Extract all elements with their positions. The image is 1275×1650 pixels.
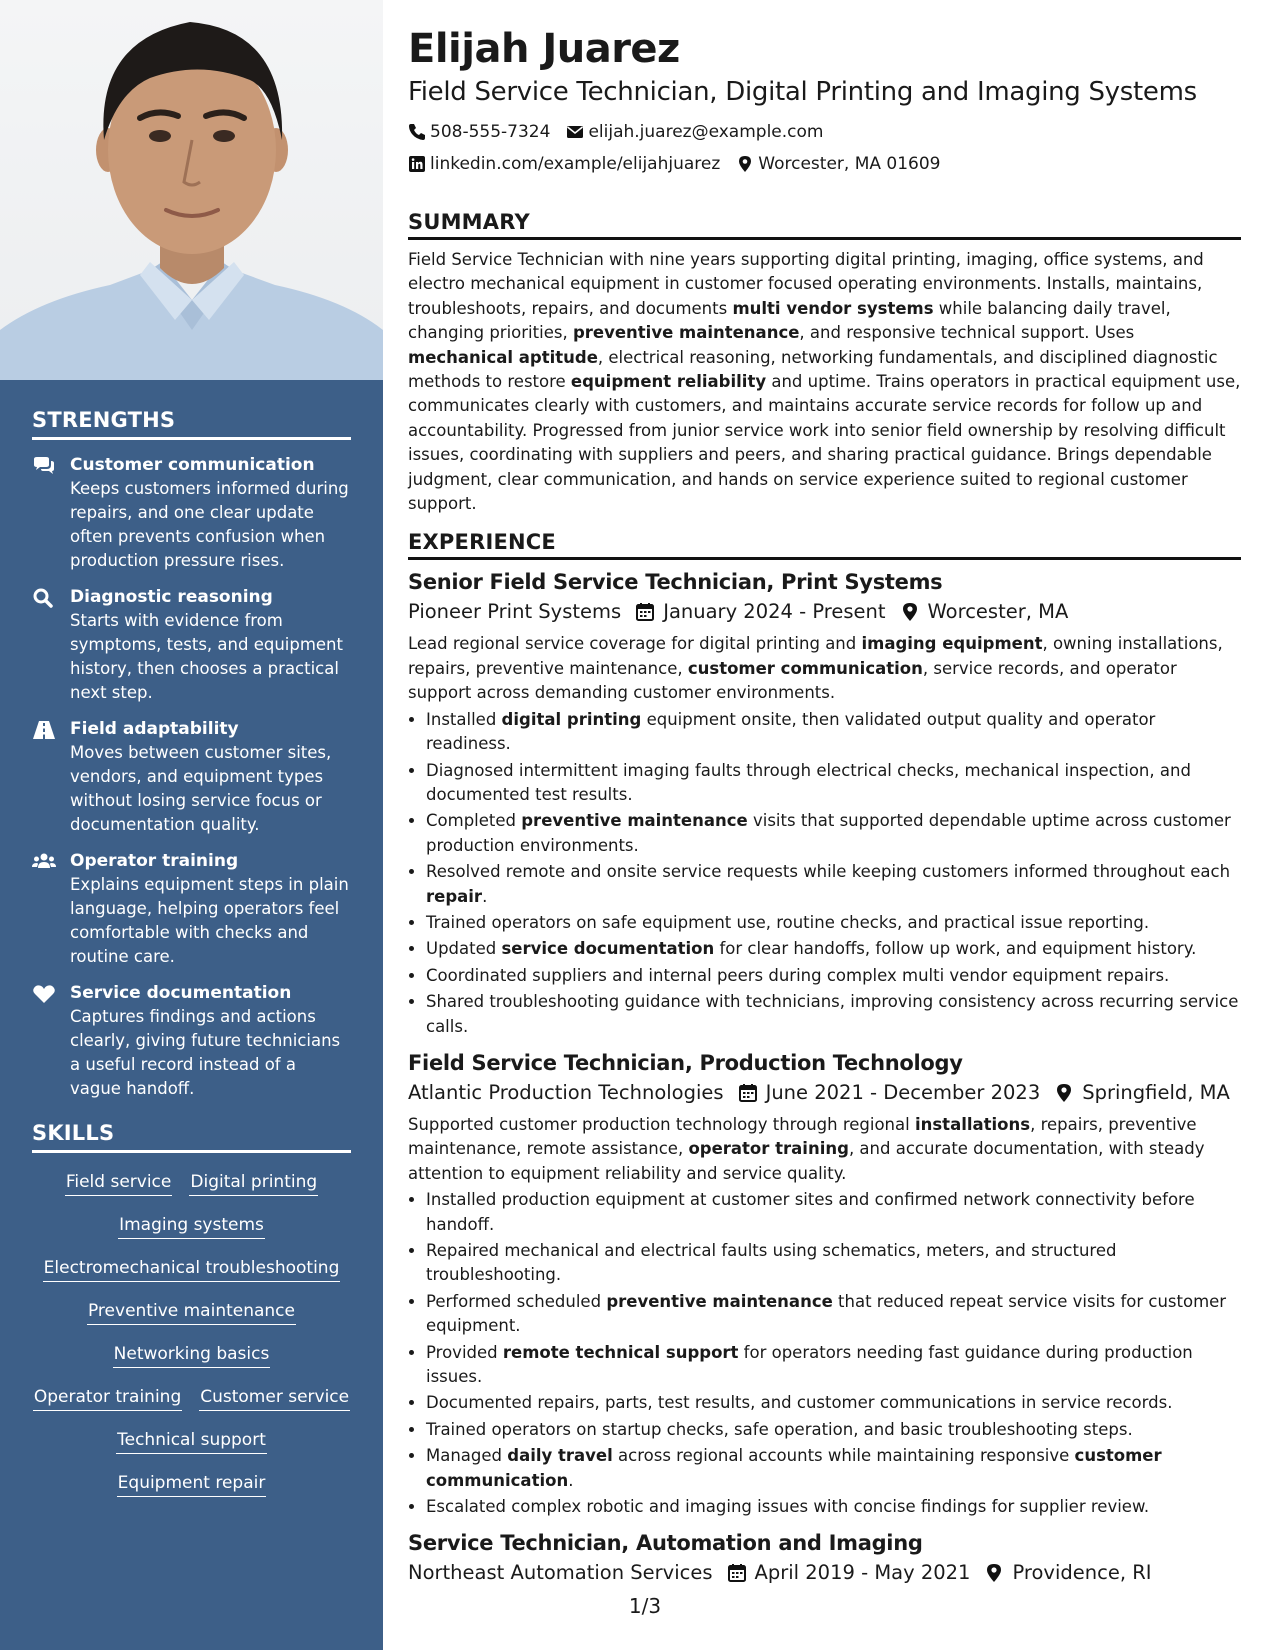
job-meta: [408, 1077, 1241, 1109]
strength-desc: Keeps customers informed during repairs, and one clear update often prevents confusion when production pressure rises.: [70, 479, 349, 570]
list-item: • Documented repairs, parts, test results, and customer communications in service records.: [426, 1391, 1241, 1415]
location-contact: [736, 148, 940, 180]
strength-title: Customer communication: [70, 455, 315, 475]
job-bullets: [408, 708, 1241, 1039]
job-title: Senior Field Service Technician, Print Systems: [408, 570, 943, 595]
strength-desc: Moves between customer sites, vendors, and equipment types without losing service focus or documentation quality.: [70, 743, 332, 834]
users-icon: [32, 852, 56, 872]
strength-item: [32, 454, 351, 573]
skill-tag: Technical support: [116, 1429, 267, 1454]
strength-title: Operator training: [70, 851, 239, 871]
summary-heading: SUMMARY: [408, 210, 1241, 240]
linkedin-icon: [408, 155, 426, 173]
calendar-icon: [727, 1563, 747, 1583]
map-pin-icon: [736, 155, 754, 173]
contact-info: [408, 116, 1241, 180]
strength-title: Service documentation: [70, 983, 292, 1003]
comments-icon: [32, 456, 56, 476]
skill-tag: Operator training: [33, 1386, 182, 1411]
strength-desc: Captures findings and actions clearly, giving future technicians a useful record instead of a vague handoff.: [70, 1007, 341, 1098]
list-item: • Installed digital printing equipment onsite, then validated output quality and operator readiness.: [426, 708, 1241, 757]
list-item: • Performed scheduled preventive maintenance that reduced repeat service visits for customer equipment.: [426, 1290, 1241, 1339]
summary-text: Field Service Technician with nine years supporting digital printing, imaging, office systems, and electro mechanical equipment in customer focused operating environments. Installs, maintains, troubleshoots, repairs, and documents multi vendor systems while balancing daily travel, changing priorities, preventive maintenance, and responsive technical support. Uses mechanical aptitude, electrical reasoning, networking fundamentals, and disciplined diagnostic methods to restore equipment reliability and uptime. Trains operators in practical equipment use, communicates clearly with customers, and maintains accurate service records for follow up and accountability. Progressed from junior service work into senior field ownership by resolving difficult issues, coordinating with suppliers and peers, and sharing practical guidance. Brings dependable judgment, clear communication, and hands on service experience suited to regional customer support.: [408, 250, 1241, 514]
candidate-headline: Field Service Technician, Digital Printing and Imaging Systems: [408, 77, 1197, 107]
job-description: Lead regional service coverage for digital printing and imaging equipment, owning installations, repairs, preventive maintenance, customer communication, service records, and operator support across demanding customer environments.: [408, 634, 1223, 703]
skill-tag: Imaging systems: [118, 1214, 265, 1239]
skill-tag: Customer service: [199, 1386, 350, 1411]
job-title: Service Technician, Automation and Imaging: [408, 1531, 923, 1556]
skill-tag: Networking basics: [113, 1343, 271, 1368]
list-item: • Repaired mechanical and electrical faults using schematics, meters, and structured troubleshooting.: [426, 1239, 1241, 1288]
strength-item: [32, 850, 351, 969]
list-item: • Provided remote technical support for operators needing fast guidance during production issues.: [426, 1341, 1241, 1390]
strengths-heading: STRENGTHS: [32, 408, 351, 440]
list-item: • Coordinated suppliers and internal peers during complex multi vendor equipment repairs.: [426, 964, 1241, 988]
phone-contact[interactable]: [408, 116, 550, 148]
road-icon: [32, 720, 56, 740]
skills-heading: SKILLS: [32, 1121, 351, 1153]
job-entry: [408, 1049, 1241, 1520]
job-company: Atlantic Production Technologies: [408, 1080, 724, 1104]
job-description: Supported customer production technology through regional installations, repairs, preventive maintenance, remote assistance, operator training, and accurate documentation, with steady attention to equipment reliability and service quality.: [408, 1114, 1205, 1183]
strength-title: Field adaptability: [70, 719, 239, 739]
skill-tag: Field service: [65, 1171, 173, 1196]
envelope-icon: [566, 123, 584, 141]
list-item: • Diagnosed intermittent imaging faults through electrical checks, mechanical inspection, and documented test results.: [426, 759, 1241, 808]
main-content: [408, 22, 1241, 1599]
job-company: Northeast Automation Services: [408, 1561, 713, 1585]
job-location: Springfield, MA: [1082, 1080, 1230, 1104]
list-item: • Completed preventive maintenance visits that supported dependable uptime across customer production environments.: [426, 809, 1241, 858]
profile-photo: [0, 0, 383, 380]
list-item: • Updated service documentation for clear handoffs, follow up work, and equipment history.: [426, 937, 1241, 961]
sidebar-content: [32, 408, 351, 1515]
phone-icon: [408, 123, 426, 141]
job-dates: January 2024 - Present: [663, 600, 886, 624]
job-meta: [408, 596, 1241, 628]
calendar-icon: [635, 602, 655, 622]
map-pin-icon: [1054, 1083, 1074, 1103]
strength-item: [32, 982, 351, 1101]
linkedin-text[interactable]: linkedin.com/example/elijahjuarez: [430, 154, 721, 174]
experience-heading: EXPERIENCE: [408, 530, 1241, 560]
portrait-illustration: [0, 0, 383, 380]
location-text: Worcester, MA 01609: [758, 154, 941, 174]
strength-desc: Starts with evidence from symptoms, tests, and equipment history, then chooses a practical next step.: [70, 611, 343, 702]
list-item: • Resolved remote and onsite service requests while keeping customers informed throughout each repair.: [426, 860, 1241, 909]
calendar-icon: [738, 1083, 758, 1103]
list-item: • Shared troubleshooting guidance with technicians, improving consistency across recurring service calls.: [426, 990, 1241, 1039]
job-bullets: [408, 1188, 1241, 1519]
map-pin-icon: [984, 1563, 1004, 1583]
linkedin-contact[interactable]: [408, 148, 720, 180]
strength-desc: Explains equipment steps in plain language, helping operators feel comfortable with checks and routine care.: [70, 875, 349, 966]
heart-icon: [32, 984, 56, 1004]
strength-item: [32, 718, 351, 837]
list-item: • Escalated complex robotic and imaging issues with concise findings for supplier review.: [426, 1495, 1241, 1519]
list-item: • Trained operators on safe equipment use, routine checks, and practical issue reporting.: [426, 911, 1241, 935]
job-dates: April 2019 - May 2021: [754, 1561, 971, 1585]
skill-tag: Preventive maintenance: [87, 1300, 296, 1325]
skill-tag: Equipment repair: [117, 1472, 267, 1497]
map-pin-icon: [900, 602, 920, 622]
email-text[interactable]: elijah.juarez@example.com: [588, 122, 824, 142]
email-contact[interactable]: [566, 116, 823, 148]
job-company: Pioneer Print Systems: [408, 600, 622, 624]
search-icon: [32, 588, 56, 608]
strength-title: Diagnostic reasoning: [70, 587, 273, 607]
list-item: • Trained operators on startup checks, safe operation, and basic troubleshooting steps.: [426, 1418, 1241, 1442]
job-meta: [408, 1557, 1241, 1589]
skills-list: [32, 1171, 351, 1497]
job-dates: June 2021 - December 2023: [765, 1080, 1041, 1104]
sidebar: [0, 0, 383, 1650]
job-location: Providence, RI: [1012, 1561, 1152, 1585]
strength-item: [32, 586, 351, 705]
job-entry: [408, 568, 1241, 1039]
skill-tag: Digital printing: [189, 1171, 318, 1196]
page-number: 1/3: [628, 1594, 662, 1618]
list-item: • Managed daily travel across regional accounts while maintaining responsive customer communication.: [426, 1444, 1241, 1493]
job-entry: [408, 1529, 1241, 1589]
candidate-name: Elijah Juarez: [408, 26, 680, 72]
job-title: Field Service Technician, Production Technology: [408, 1050, 963, 1075]
skill-tag: Electromechanical troubleshooting: [43, 1257, 341, 1282]
list-item: • Installed production equipment at customer sites and confirmed network connectivity before handoff.: [426, 1188, 1241, 1237]
phone-text[interactable]: 508-555-7324: [430, 122, 551, 142]
job-location: Worcester, MA: [927, 600, 1069, 624]
